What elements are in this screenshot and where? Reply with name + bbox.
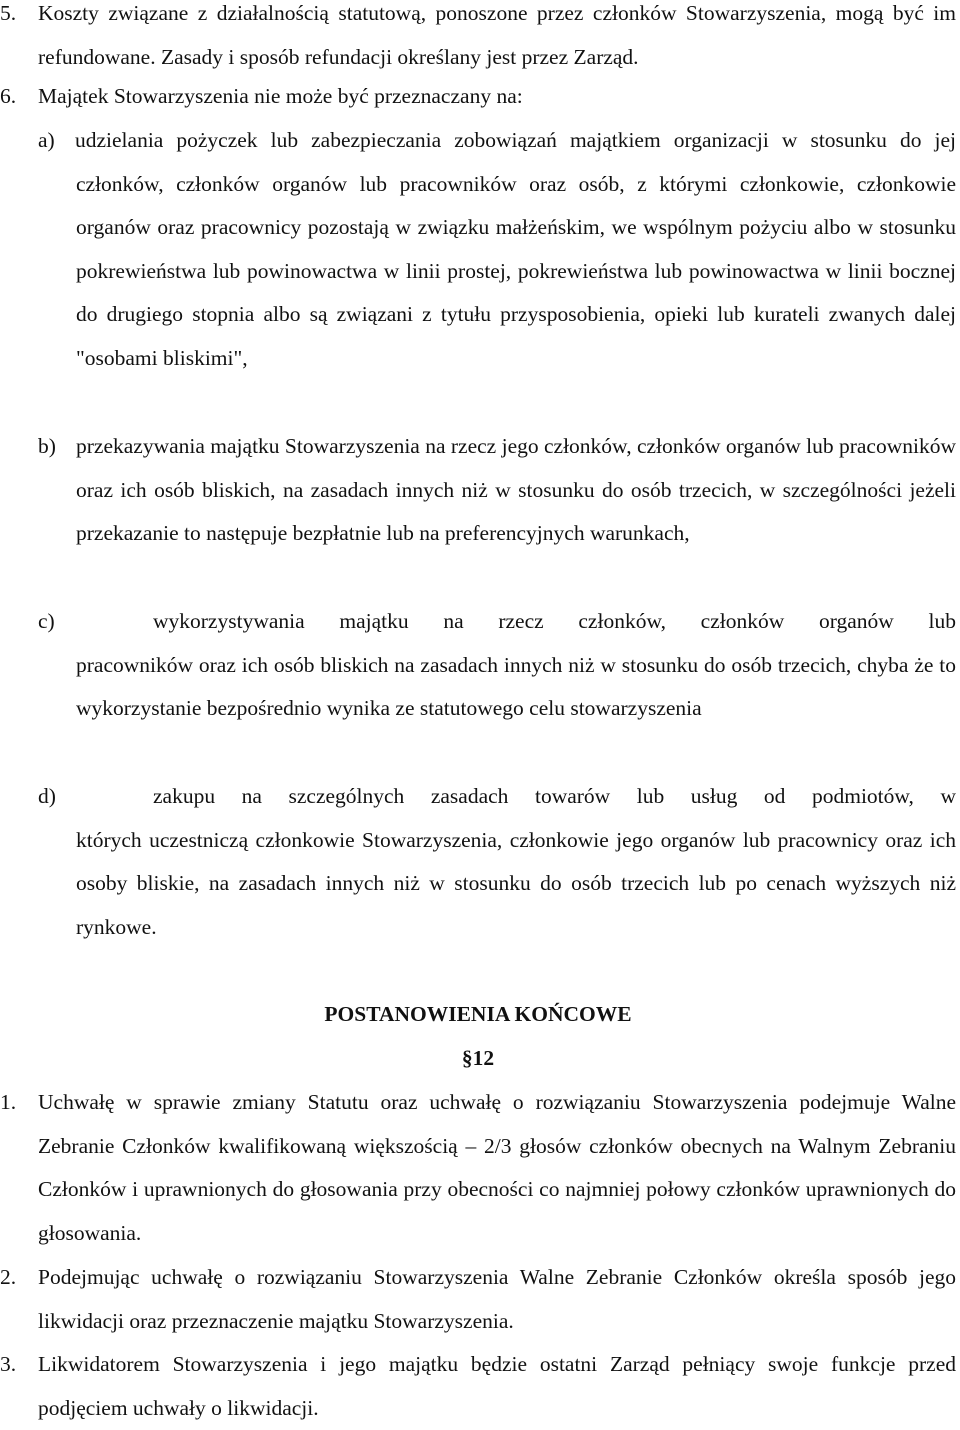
sub-item-text: udzielania pożyczek lub zabezpieczania zobowiązań majątkiem organizacji w stosunku do jej członków, członków organów lub pracowników oraz osób, z którymi członkowie, członkowie organów oraz pracownicy pozostają w związku małżeńskim, we wspólnym pożyciu albo w stosunku pokrewieństwa lub powinowactwa w linii prostej, pokrewieństwa lub powinowactwa w linii bocznej do drugiego stopnia albo są związani z tytułu przysposobienia, opieki lub kurateli zwanych dalej "osobami bliskimi", — [75, 128, 956, 370]
list-item-text: Podejmując uchwałę o rozwiązaniu Stowarzyszenia Walne Zebranie Członków określa sposób jego likwidacji oraz przeznaczenie majątku Stowarzyszenia. — [38, 1265, 956, 1333]
sub-item-c — [0, 600, 956, 731]
paragraph-number: §12 — [461, 1046, 495, 1070]
list-item-1 — [0, 1081, 956, 1255]
sub-item-label: a) — [38, 128, 55, 152]
sub-item-first-line: wykorzystywania majątku na rzecz członków, członków organów lub — [153, 609, 956, 633]
list-item-3 — [0, 1343, 956, 1430]
list-item-6 — [0, 75, 956, 119]
list-item-text: Koszty związane z działalnością statutową, ponoszone przez członków Stowarzyszenia, mogą być im refundowane. Zasady i sposób refundacji określany jest przez Zarząd. — [38, 1, 956, 69]
sub-item-text: przekazywania majątku Stowarzyszenia na rzecz jego członków, członków organów lub pracowników oraz ich osób bliskich, na zasadach innych niż w stosunku do osób trzecich, w szczególności jeżeli przekazanie to następuje bezpłatnie lub na preferencyjnych warunkach, — [76, 434, 956, 546]
list-item-number: 5. — [0, 1, 17, 25]
list-item-number: 1. — [0, 1090, 17, 1114]
sub-item-body — [76, 600, 956, 731]
sub-item-first-line: zakupu na szczególnych zasadach towarów lub usług od podmiotów, w — [153, 784, 956, 808]
list-item-text: Majątek Stowarzyszenia nie może być przeznaczany na: — [38, 84, 523, 108]
list-item-5 — [0, 0, 956, 79]
list-item-2 — [0, 1256, 956, 1343]
list-item-text: Uchwałę w sprawie zmiany Statutu oraz uchwałę o rozwiązaniu Stowarzyszenia podejmuje Walne Zebranie Członków kwalifikowaną większością – 2/3 głosów członków obecnych na Walnym Zebraniu Członków i uprawnionych do głosowania przy obecności co najmniej połowy członków uprawnionych do głosowania. — [38, 1090, 956, 1245]
list-item-text: Likwidatorem Stowarzyszenia i jego majątku będzie ostatni Zarząd pełniący swoje funkcje przed podjęciem uchwały o likwidacji. — [38, 1352, 956, 1420]
section-heading: POSTANOWIENIA KOŃCOWE — [324, 1002, 632, 1026]
sub-item-label: b) — [38, 434, 56, 458]
sub-item-label: c) — [38, 609, 55, 633]
sub-item-label: d) — [38, 784, 56, 808]
sub-item-a — [0, 119, 956, 381]
list-item-number: 6. — [0, 84, 17, 108]
list-item-number: 2. — [0, 1265, 17, 1289]
sub-item-b — [0, 425, 956, 556]
sub-item-body — [76, 775, 956, 949]
list-item-number: 3. — [0, 1352, 17, 1376]
sub-item-text: pracowników oraz ich osób bliskich na zasadach innych niż w stosunku do osób trzecich, chyba że to wykorzystanie bezpośrednio wynika ze statutowego celu stowarzyszenia — [76, 652, 956, 721]
sub-item-d — [0, 775, 956, 949]
sub-item-text: których uczestniczą członkowie Stowarzyszenia, członkowie jego organów lub pracownicy oraz ich osoby bliskie, na zasadach innych niż w stosunku do osób trzecich lub po cenach wyższych niż rynkowe. — [76, 827, 956, 939]
